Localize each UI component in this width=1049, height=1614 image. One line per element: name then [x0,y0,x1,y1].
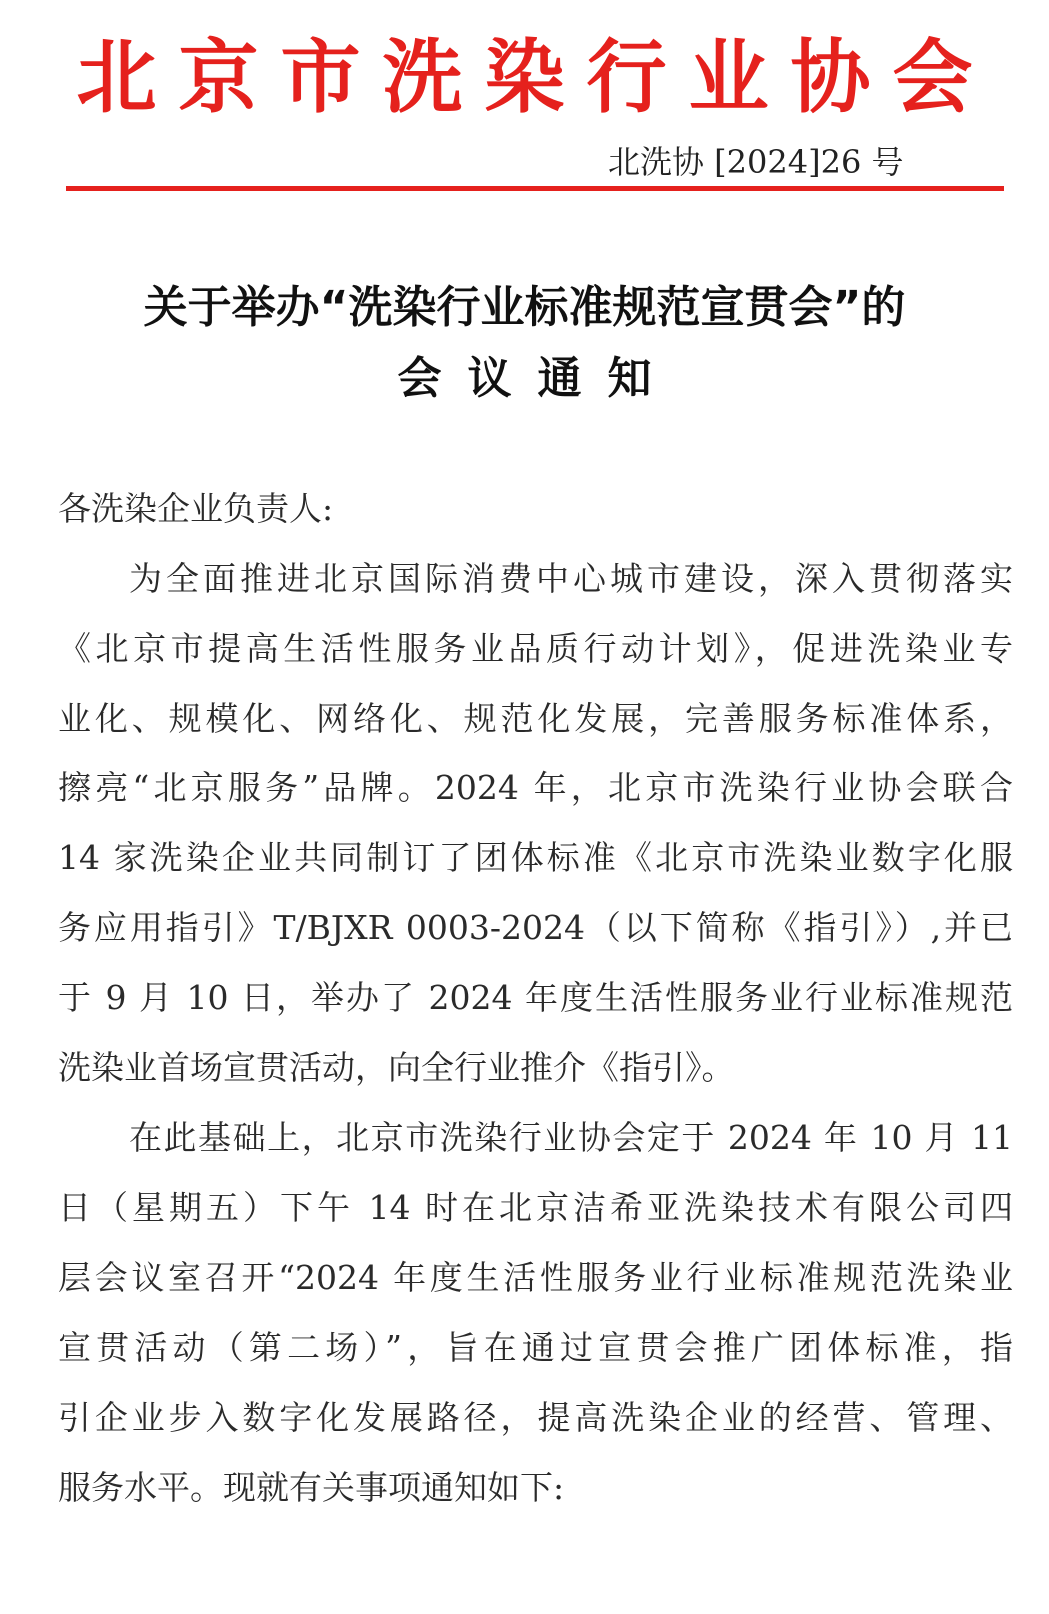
paragraph-1-line: 务应用指引》T/BJXR 0003-2024（以下简称《指引》）,并已 [58,908,1013,947]
paragraph-2-line: 日（星期五）下午 14 时在北京洁希亚洗染技术有限公司四 [58,1188,1013,1227]
paragraph-2-line: 层会议室召开“2024 年度生活性服务业行业标准规范洗染业 [58,1258,1013,1297]
paragraph-1-line: 业化、规模化、网络化、规范化发展，完善服务标准体系， [58,699,1013,738]
paragraph-1-line: 14 家洗染企业共同制订了团体标准《北京市洗染业数字化服 [58,838,1013,877]
paragraph-1-line: 于 9 月 10 日，举办了 2024 年度生活性服务业行业标准规范 [58,978,1013,1017]
salutation: 各洗染企业负责人: [58,489,334,528]
notice-title-line-1: 关于举办“洗染行业标准规范宣贯会”的 [143,282,906,333]
paragraph-1-line: 《北京市提高生活性服务业品质行动计划》，促进洗染业专 [58,629,1013,668]
paragraph-2-line: 在此基础上，北京市洗染行业协会定于 2024 年 10 月 11 [129,1118,1013,1157]
document-number: 北洗协 [2024]26 号 [608,143,904,181]
paragraph-2-line: 宣贯活动（第二场）”，旨在通过宣贯会推广团体标准，指 [58,1328,1013,1367]
paragraph-1-line: 擦亮“北京服务”品牌。2024 年，北京市洗染行业协会联合 [58,768,1013,807]
paragraph-2-line: 服务水平。现就有关事项通知如下: [58,1468,565,1507]
red-header-rule [66,186,1004,191]
organization-name: 北京市洗染行业协会 [76,31,995,124]
paragraph-2-line: 引企业步入数字化发展路径，提高洗染企业的经营、管理、 [58,1398,1013,1437]
paragraph-1-line: 为全面推进北京国际消费中心城市建设，深入贯彻落实 [129,559,1013,598]
paragraph-1-line: 洗染业首场宣贯活动，向全行业推介《指引》。 [58,1048,735,1087]
notice-title-line-2: 会议通知 [397,353,678,404]
